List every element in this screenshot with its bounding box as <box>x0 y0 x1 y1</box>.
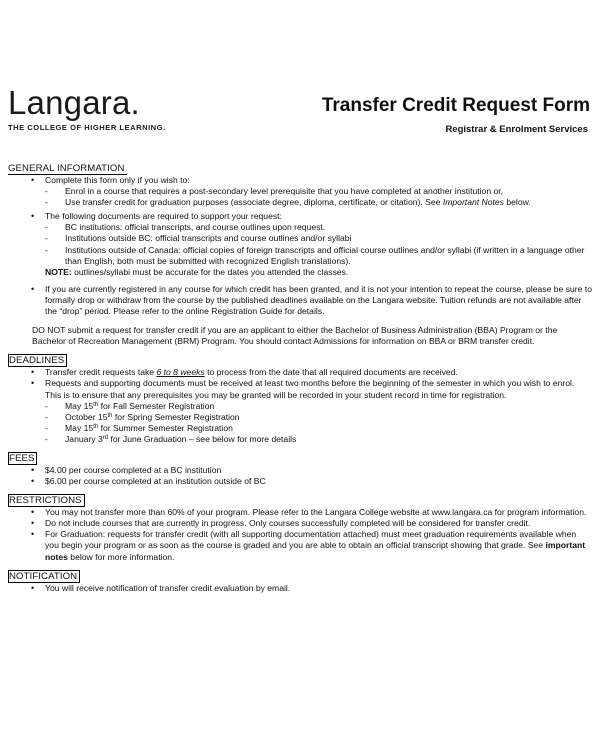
form-title: Transfer Credit Request Form <box>321 95 590 116</box>
important-notes-emphasis: Important Notes <box>442 197 504 208</box>
list-item <box>8 367 592 378</box>
list-item-text: Complete this form only if you wish to: <box>45 175 190 185</box>
langara-logo <box>8 86 166 132</box>
logo-tagline: THE COLLEGE OF HIGHER LEARNING. <box>8 123 166 132</box>
restrictions-list <box>8 507 592 562</box>
date-text: October 15 <box>65 411 108 422</box>
list-item-text: below for more information. <box>67 551 175 562</box>
list-item-text: You may not transfer more than 60% of your program. Please refer to the Langara College website at www.langara.ca for program information. <box>45 507 587 518</box>
date-text: for Fall Semester Registration <box>98 400 215 411</box>
list-item <box>8 175 592 208</box>
note-label: NOTE: <box>45 266 72 277</box>
deadlines-list <box>8 367 592 445</box>
fees-list <box>8 465 592 487</box>
sub-item-text: Institutions outside of Canada: official copies of foreign transcripts and official course outlines and/or syllabi (if written in a language other than English, both must be submitted with recognized English translations). <box>65 244 585 266</box>
deadline-date-item <box>45 401 592 412</box>
logo-name: Langara. <box>8 84 140 121</box>
list-item-text: to process from the date that all required documents are received. <box>204 367 458 378</box>
date-text: for Spring Semester Registration <box>112 411 240 422</box>
sub-list <box>45 222 592 266</box>
sub-item-text: Enrol in a course that requires a post-secondary level prerequisite that you have completed at another institution or, <box>65 186 504 197</box>
documents-note <box>8 267 592 278</box>
list-item-text: Do not include courses that are currently in progress. Only courses successfully completed will be considered for transfer credit. <box>45 518 531 529</box>
important-notes-bold: important notes <box>45 540 586 562</box>
sub-list <box>45 186 592 208</box>
deadline-date-item <box>45 412 592 423</box>
date-text: for June Graduation – see below for more details <box>108 433 297 444</box>
list-item-text: For Graduation: requests for transfer credit (with all supporting documentation attached) must meet graduation requirements available when you begin your program or as soon as the course is graded and you are able to obtain an official transcript showing that grade. See <box>45 529 577 551</box>
sub-item-text: Use transfer credit for graduation purposes (associate degree, diploma, certificate, or citation). See <box>65 197 443 208</box>
list-item-text: Transfer credit requests take <box>45 367 157 378</box>
section-heading-notification: NOTIFICATION <box>8 570 80 583</box>
form-content <box>8 163 592 594</box>
sub-item-text: BC institutions: official transcripts, and course outlines upon request. <box>65 222 326 233</box>
sub-list-item <box>45 197 592 208</box>
ordinal-suffix: rd <box>102 434 109 441</box>
notification-list <box>8 583 592 594</box>
section-heading-general: GENERAL INFORMATION <box>8 163 125 174</box>
sub-item-text: below. <box>503 197 531 208</box>
sub-list-item <box>45 233 592 244</box>
ordinal-suffix: th <box>93 423 99 430</box>
sub-list-item <box>45 222 592 233</box>
section-heading-deadlines: DEADLINES <box>8 354 67 367</box>
sub-list-item <box>45 245 592 267</box>
section-heading-fees: FEES <box>8 452 37 465</box>
list-item-text: $4.00 per course completed at a BC institution <box>45 464 222 475</box>
section-heading-restrictions: RESTRICTIONS <box>8 494 85 507</box>
ordinal-suffix: th <box>93 401 99 408</box>
list-item <box>8 518 592 529</box>
list-item-text: $6.00 per course completed at an institution outside of BC <box>45 476 266 487</box>
list-item-text: If you are currently registered in any course for which credit has been granted, and it is not your intention to repeat the course, please be sure to formally drop or withdraw from the course by the published deadlines available on the Langara website. Tuition refunds are not available after the “drop” period. Please refer to the online Registration Guide for details. <box>45 283 592 317</box>
form-subtitle: Registrar & Enrolment Services <box>445 124 588 135</box>
sub-list-item <box>45 186 592 197</box>
deadline-date-item <box>45 434 592 445</box>
date-text: May 15 <box>65 422 94 433</box>
general-list <box>8 175 592 267</box>
list-item <box>8 284 592 317</box>
list-item-text: Requests and supporting documents must be received at least two months before the beginning of the semester in which you wish to enrol. This is to ensure that any prerequisites you may be granted will be recorded in your student record in time for registration. <box>45 378 575 400</box>
list-item <box>8 583 592 594</box>
list-item <box>8 529 592 562</box>
note-text: outlines/syllabi must be accurate for the dates you attended the classes. <box>71 266 349 277</box>
processing-time-emphasis: 6 to 8 weeks <box>156 367 205 378</box>
date-text: May 15 <box>65 400 94 411</box>
list-item-text: You will receive notification of transfer credit evaluation by email. <box>45 582 291 593</box>
list-item <box>8 476 592 487</box>
list-item <box>8 378 592 445</box>
date-text: for Summer Semester Registration <box>98 422 233 433</box>
general-list-2 <box>8 284 592 317</box>
deadline-dates-list <box>45 401 592 445</box>
list-item <box>8 507 592 518</box>
list-item-text: The following documents are required to support your request: <box>45 211 282 222</box>
list-item <box>8 211 592 266</box>
sub-item-text: Institutions outside BC: official transcripts and course outlines and/or syllabi <box>65 233 352 244</box>
list-item <box>8 465 592 476</box>
date-text: January 3 <box>65 433 103 444</box>
ordinal-suffix: th <box>107 412 113 419</box>
bba-brm-paragraph: DO NOT submit a request for transfer credit if you are an applicant to either the Bachelor of Business Administration (BBA) Program or the Bachelor of Recreation Management (BRM) Program. You should contact Admissions for information on BBA or BRM transfer credit. <box>32 325 558 347</box>
deadline-date-item <box>45 423 592 434</box>
